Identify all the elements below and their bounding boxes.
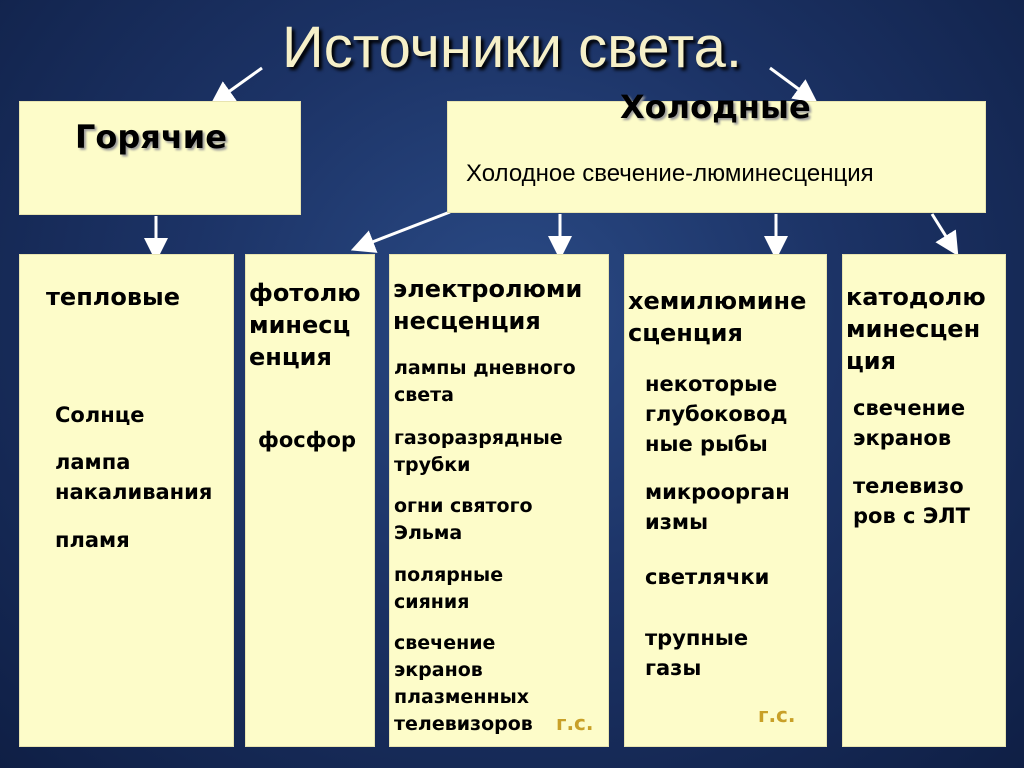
column-heading: тепловые [46,283,181,311]
hot-sources-box [19,101,301,215]
list-item-line: полярные [394,564,504,586]
column-cathodoluminescence [842,254,1006,747]
list-item-line: микроорган [645,480,790,504]
list-item: лампа накаливания [55,450,213,504]
column-photoluminescence [245,254,375,747]
cold-title: Холодные [620,88,811,126]
list-item-line: экранов [394,659,483,681]
page-title: Источники света. [282,15,742,80]
list-item-line: газоразрядные [394,427,563,449]
arrow-title-hot [220,68,262,98]
list-item-line: трубки [394,454,471,476]
list-item-line: сияния [394,591,470,613]
column-thermal [19,254,234,747]
note-label: г.с. [758,703,796,727]
list-item-line: светлячки [645,565,770,589]
list-item: пламя [55,528,130,552]
list-item-line: газы [645,656,702,680]
list-item-line: измы [645,510,709,534]
column-heading-line: электролюми [393,275,583,303]
list-item-line: света [394,384,455,406]
note-label: г.с. [556,711,594,735]
column-heading-line: минесцен [846,315,981,343]
list-item-line: свечение [394,632,496,654]
list-item-line: огни святого [394,495,533,517]
column-heading-line: несценция [393,307,541,335]
column-heading-line: катодолю [846,283,986,311]
column-chemiluminescence [624,254,827,747]
cold-subtitle: Холодное свечение-люминесценция [466,160,874,187]
arrow-cold-photo [362,212,450,246]
column-heading-line: ция [846,347,897,375]
list-item-line: плазменных [394,686,530,708]
list-item: Солнце [55,403,145,427]
cold-sources-box [447,88,986,213]
list-item-line: ные рыбы [645,432,768,456]
column-heading-line: фотолю [249,279,361,307]
hot-title: Горячие [75,118,227,156]
list-item-line: трупные [645,626,749,650]
list-item-line: глубоковод [645,402,788,426]
list-item-line: лампы дневного [394,357,576,379]
list-item-line: некоторые [645,372,778,396]
column-heading-line: сценция [628,319,743,347]
list-item-line: телевизо [853,474,964,498]
list-item-line: телевизоров [394,713,533,735]
column-heading-line: хемилюмине [628,287,807,315]
arrow-cold-cathode [932,214,952,246]
list-item-line: ров с ЭЛТ [853,504,970,528]
column-electroluminescence [389,254,609,747]
list-item-line: свечение [853,396,966,420]
column-heading-line: минесц [249,311,351,339]
list-item-line: Эльма [394,522,463,544]
column-heading-line: енция [249,343,332,371]
list-item: фосфор [258,428,357,452]
list-item-line: экранов [853,426,952,450]
